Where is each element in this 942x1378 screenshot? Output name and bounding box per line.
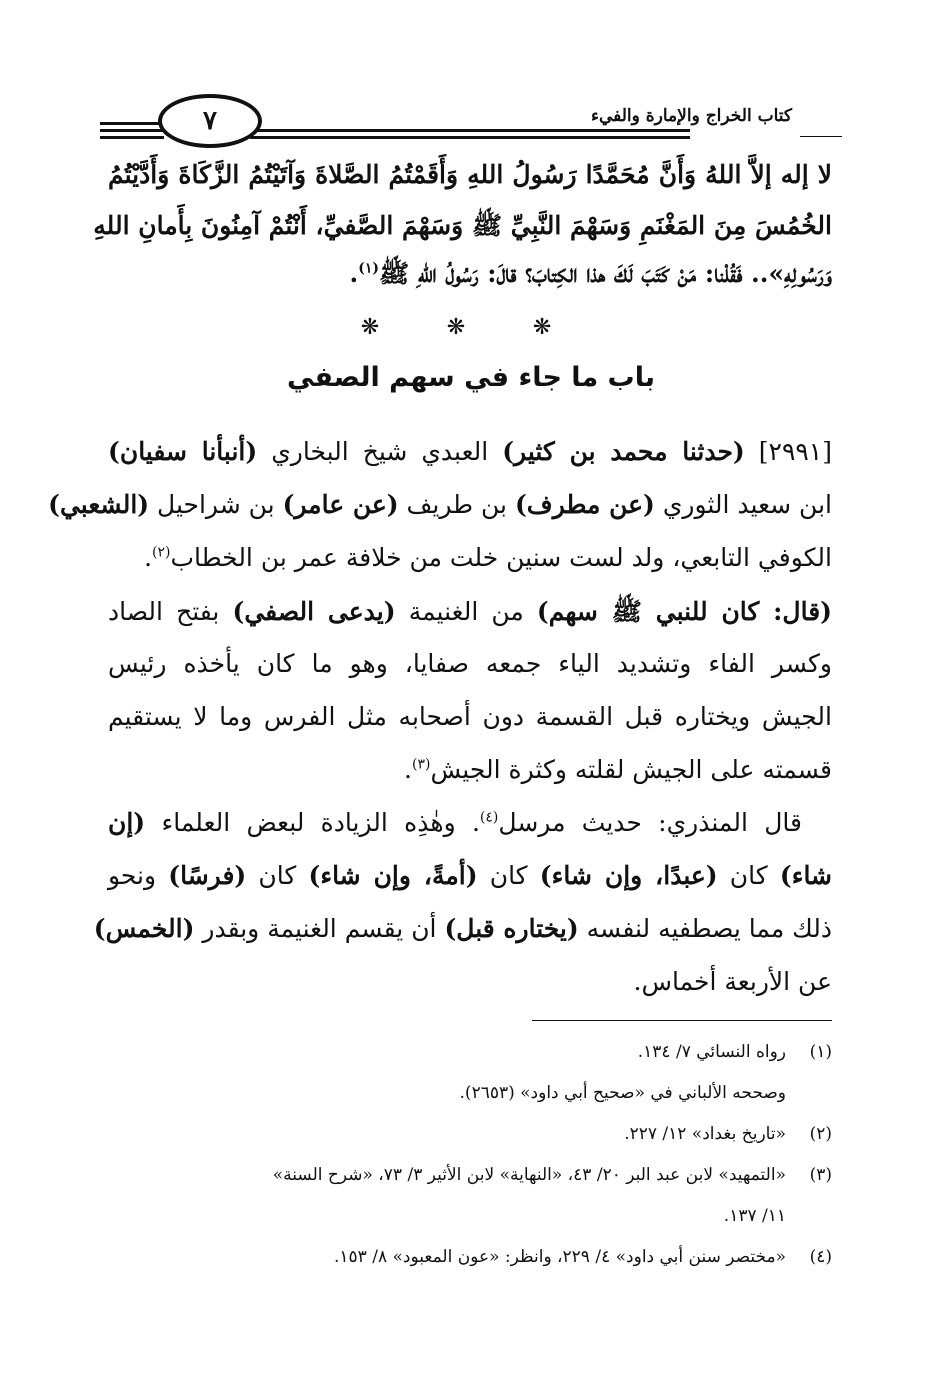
para1-line-1 <box>108 437 832 466</box>
header-rule-right-short <box>800 136 842 137</box>
text-run: الكوفي التابعي، ولد لست سنين خلت من خلافة عمر بن الخطاب <box>170 543 832 572</box>
para2-line-2 <box>108 861 832 890</box>
para1-line-7: قسمته على الجيش لقلته وكثرة الجيش$^{(٣)}$. <box>404 755 832 784</box>
footnote-number: (٤) <box>809 1247 832 1267</box>
text-run: كان <box>477 861 540 890</box>
text-run: أن يقسم الغنيمة وبقدر <box>194 914 445 943</box>
text-bold: (عبدًا، وإن شاء) <box>539 861 718 890</box>
page-number: ٧ <box>158 94 262 148</box>
para1-line-6: الجيش ويختاره قبل القسمة دون أصحابه مثل الفرس وما لا يستقيم <box>108 702 832 731</box>
text-bold: (الخمس) <box>93 914 195 943</box>
text-bold: (قال: كان للنبي ﷺ سهم) <box>536 597 832 626</box>
text-run: من الغنيمة <box>395 597 537 626</box>
text-bold: شاء) <box>779 861 833 890</box>
para1-line-4 <box>108 596 832 633</box>
footnote-text: رواه النسائي ٧/ ١٣٤. <box>637 1042 786 1062</box>
quote-line-3: وَرَسُولِهِ».. فَقُلْنا: مَنْ كَتَبَ لَكَ هذا الكِتابَ؟ قالَ: رَسُولُ اللهِ ﷺ$^{(١)}$. <box>349 259 832 288</box>
header-rule-top <box>250 129 690 132</box>
header-rule-bottom <box>250 136 690 139</box>
text-bold: (يدعى الصفي) <box>232 597 396 626</box>
text-bold: (إن <box>108 808 146 837</box>
text-bold: (يختاره قبل) <box>444 914 579 943</box>
header-rule-left-3 <box>100 136 164 139</box>
footnote-text: «تاريخ بغداد» ١٢/ ٢٢٧. <box>624 1124 786 1144</box>
text-bold: (الشعبي) <box>48 490 150 519</box>
quote-line-3-text: وَرَسُولِهِ».. فَقُلْنا: مَنْ كَتَبَ لَكَ هذا الكِتابَ؟ قالَ: رَسُولُ اللهِ ﷺ <box>379 259 832 288</box>
quote-line-1: لا إله إلاَّ اللهُ وَأَنَّ مُحَمَّدًا رَسُولُ اللهِ وَأَقَمْتُمُ الصَّلاةَ وَآتَيْتُمُ الزَّكَاةَ وَأَدَّيْتُمُ <box>108 160 832 189</box>
page-header <box>100 92 842 156</box>
footnote-ref-2: (٢) <box>152 544 171 561</box>
header-rule-left-1 <box>100 122 164 125</box>
text-run: بن شراحيل <box>149 490 283 519</box>
text-run: العبدي شيخ البخاري <box>257 437 503 466</box>
text-run: كان <box>246 861 309 890</box>
para1-line-3: الكوفي التابعي، ولد لست سنين خلت من خلافة عمر بن الخطاب$^{(٢)}$. <box>144 543 832 572</box>
footnote-text: «التمهيد» لابن عبد البر ٢٠/ ٤٣، «النهاية» لابن الأثير ٣/ ٧٣، «شرح السنة» <box>272 1165 786 1185</box>
text-run: . وهٰذِه الزيادة لبعض العلماء <box>145 808 480 837</box>
text-run: بفتح الصاد <box>108 597 233 626</box>
section-separator: ❋ ❋ ❋ <box>360 315 582 340</box>
hadith-number: [٢٩٩١] <box>744 437 832 466</box>
text-bold: (حدثنا محمد بن كثير) <box>502 437 745 466</box>
footnote-ref-3: (٣) <box>411 756 431 773</box>
text-run: ذلك مما يصطفيه لنفسه <box>578 914 832 943</box>
text-bold: (عن عامر) <box>282 490 399 519</box>
para2-line-3 <box>93 914 832 943</box>
quote-line-2: الخُمُسَ مِنَ المَغْنَمِ وَسَهْمَ النَّبِيِّ ﷺ وَسَهْمَ الصَّفيِّ، أَنْتُمْ آمِنُونَ بِأَمانِ اللهِ <box>93 211 832 240</box>
para1-line-2 <box>48 490 832 519</box>
text-run: كان <box>717 861 780 890</box>
text-bold: (أمةً، وإن شاء) <box>308 861 478 890</box>
footnote-1-cont: وصححه الألباني في «صحيح أبي داود» (٢٦٥٣). <box>459 1083 786 1103</box>
footnote-ref-1: (١) <box>358 260 380 277</box>
text-bold: (أنبأنا سفيان) <box>108 437 258 466</box>
footnote-number: (٣) <box>809 1165 832 1185</box>
para2-line-4: عن الأربعة أخماس. <box>633 967 832 996</box>
text-run: ونحو <box>108 861 169 890</box>
text-run: ابن سعيد الثوري <box>654 490 832 519</box>
para2-line-1 <box>108 808 802 837</box>
footnote-1 <box>108 1042 832 1062</box>
text-run: قال المنذري: حديث مرسل <box>498 808 802 837</box>
chapter-title: باب ما جاء في سهم الصفي <box>287 362 655 393</box>
footnote-2 <box>108 1124 832 1144</box>
para1-line-5: وكسر الفاء وتشديد الياء جمعه صفايا، وهو ما كان يأخذه رئيس <box>108 649 832 678</box>
text-run: قسمته على الجيش لقلته وكثرة الجيش <box>430 755 832 784</box>
footnote-3 <box>108 1165 832 1185</box>
footnote-3-cont: ١١/ ١٣٧. <box>723 1206 786 1226</box>
footnote-ref-4: (٤) <box>479 809 499 826</box>
text-bold: (فرسًا) <box>168 861 247 890</box>
footnote-4 <box>108 1247 832 1267</box>
header-rule-left-2 <box>100 129 164 132</box>
footnote-text: «مختصر سنن أبي داود» ٤/ ٢٢٩، وانظر: «عون المعبود» ٨/ ١٥٣. <box>334 1247 786 1267</box>
text-bold: (عن مطرف) <box>514 490 655 519</box>
text-run: بن طريف <box>398 490 515 519</box>
footnote-number: (١) <box>809 1042 832 1062</box>
footnote-separator <box>532 1020 832 1021</box>
footnote-number: (٢) <box>809 1124 832 1144</box>
book-title: كتاب الخراج والإمارة والفيء <box>590 106 792 126</box>
